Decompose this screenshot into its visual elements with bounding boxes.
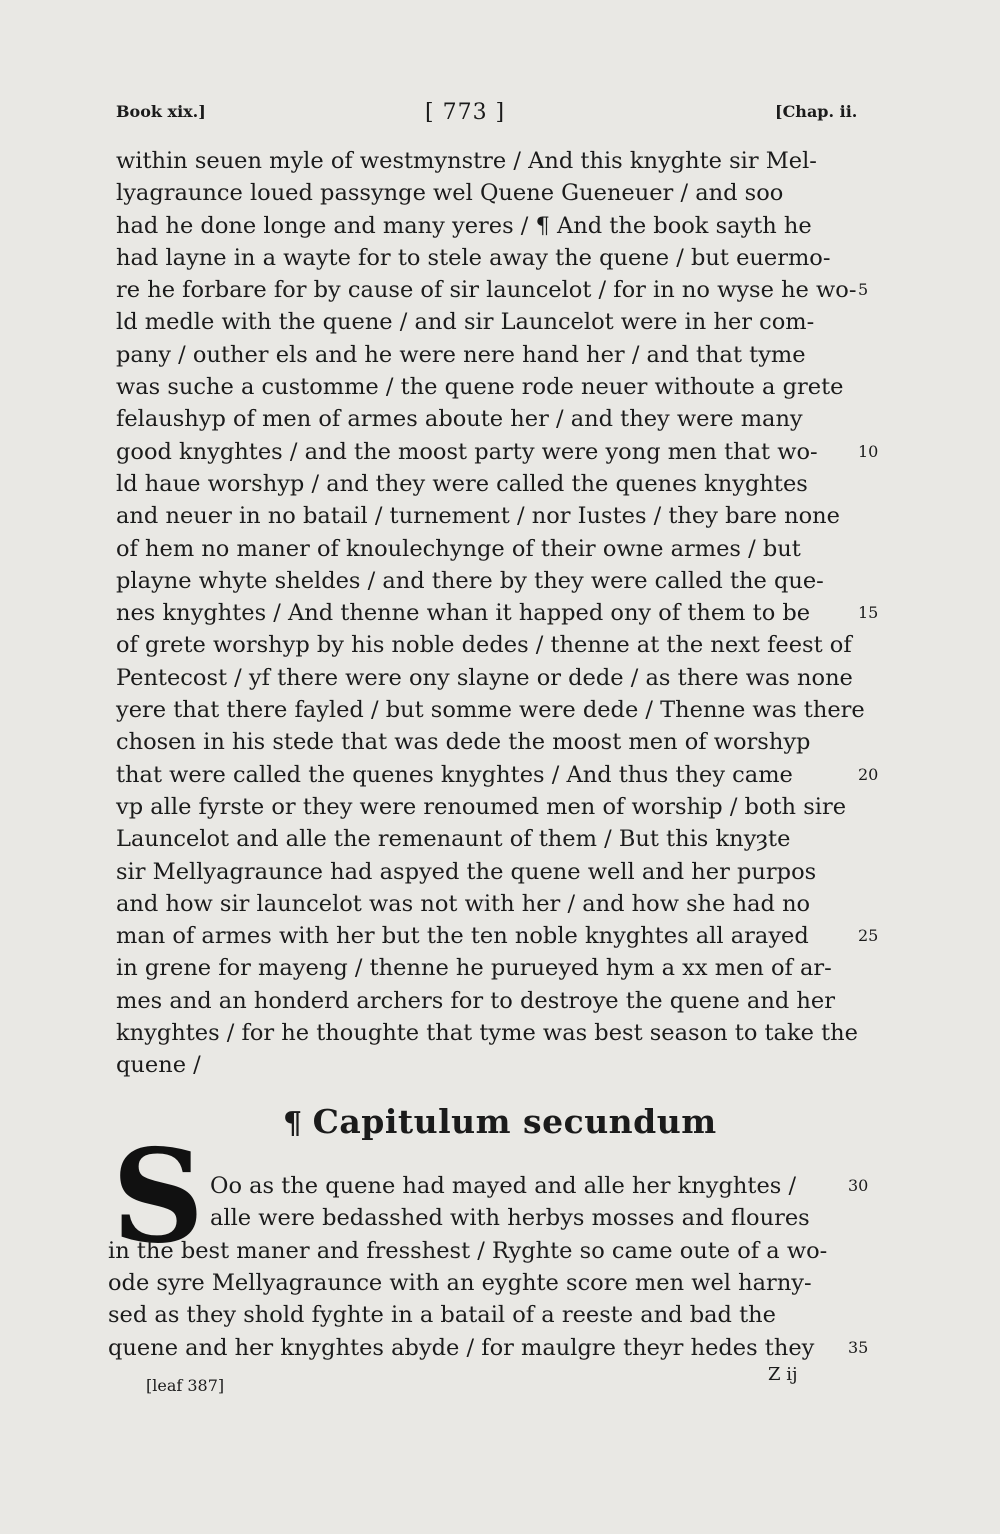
header-chapter: [Chap. ii. (775, 102, 858, 121)
body-text (116, 145, 865, 1082)
text-line: good knyghtes / and the moost party were yong men that wo- (116, 438, 818, 465)
text-line: in the best maner and fresshest / Ryghte so came oute of a wo- (108, 1237, 828, 1264)
text-line: ld medle with the quene / and sir Launcelot were in her com- (116, 309, 815, 336)
text-line: lyagraunce loued passynge wel Quene Gueneuer / and soo (116, 180, 784, 207)
text-line: re he forbare for by cause of sir launcelot / for in no wyse he wo- (116, 277, 857, 304)
line-number: 15 (858, 603, 879, 623)
drop-cap: S (111, 1122, 205, 1272)
text-line: in grene for mayeng / thenne he purueyed hym a xx men of ar- (116, 955, 832, 982)
text-line: Oo as the quene had mayed and alle her knyghtes / (210, 1173, 797, 1199)
running-header (0, 100, 1000, 130)
line-number: 5 (858, 280, 869, 300)
line-number: 30 (848, 1176, 869, 1195)
pilcrow-icon: ¶ (283, 1106, 303, 1141)
text-line: man of armes with her but the ten noble knyghtes all arayed (116, 923, 809, 950)
page-number: [ 773 ] (425, 100, 506, 125)
text-line: sed as they shold fyghte in a batail of a reeste and bad the (108, 1302, 776, 1329)
text-line: had layne in a wayte for to stele away the quene / but euermo- (116, 244, 831, 271)
text-line: mes and an honderd archers for to destroye the quene and her (116, 987, 835, 1014)
text-line: vp alle fyrste or they were renoumed men of worship / both sire (116, 793, 847, 820)
text-line: was suche a customme / the quene rode neuer withoute a grete (116, 374, 844, 401)
text-line: ode syre Mellyagraunce with an eyghte score men wel harny- (108, 1269, 812, 1296)
footer-leaf: [leaf 387] (146, 1376, 225, 1395)
text-line: had he done longe and many yeres / ¶ And the book sayth he (116, 212, 812, 239)
text-line: nes knyghtes / And thenne whan it happed ony of them to be (116, 600, 811, 627)
text-line: quene / (116, 1052, 201, 1079)
text-line: of hem no maner of knoulechynge of their owne armes / but (116, 535, 801, 562)
line-number: 25 (858, 926, 879, 946)
text-line: playne whyte sheldes / and there by they were called the que- (116, 567, 824, 594)
text-line: Pentecost / yf there were ony slayne or dede / as there was none (116, 664, 853, 691)
text-line: yere that there fayled / but somme were dede / Thenne was there (116, 697, 865, 724)
text-line: sir Mellyagraunce had aspyed the quene well and her purpos (116, 858, 817, 885)
line-number: 35 (848, 1337, 869, 1357)
text-line: ld haue worshyp / and they were called the quenes knyghtes (116, 470, 808, 497)
line-number: 20 (858, 764, 879, 784)
chapter-title: Capitulum secundum (312, 1102, 717, 1141)
footer-signature: Z ij (768, 1364, 798, 1385)
text-line: that were called the quenes knyghtes / And thus they came (116, 761, 793, 788)
text-line: chosen in his stede that was dede the moost men of worshyp (116, 729, 811, 756)
header-book: Book xix.] (116, 102, 206, 121)
text-line: knyghtes / for he thoughte that tyme was best season to take the (116, 1020, 858, 1047)
text-line: Launcelot and alle the remenaunt of them / But this knyȝte (116, 826, 791, 853)
text-line: and neuer in no batail / turnement / nor Iustes / they bare none (116, 503, 840, 530)
text-line: quene and her knyghtes abyde / for maulgre theyr hedes they (108, 1334, 815, 1361)
text-line: of grete worshyp by his noble dedes / thenne at the next feest of (116, 632, 852, 659)
chapter-heading (283, 1102, 717, 1141)
text-line: pany / outher els and he were nere hand her / and that tyme (116, 341, 806, 368)
text-line: and how sir launcelot was not with her / and how she had no (116, 890, 811, 917)
line-number: 10 (858, 441, 879, 461)
text-line: alle were bedasshed with herbys mosses and floures (210, 1205, 810, 1232)
text-line: within seuen myle of westmynstre / And this knyghte sir Mel- (116, 148, 817, 174)
text-line: felaushyp of men of armes aboute her / and they were many (116, 406, 803, 433)
